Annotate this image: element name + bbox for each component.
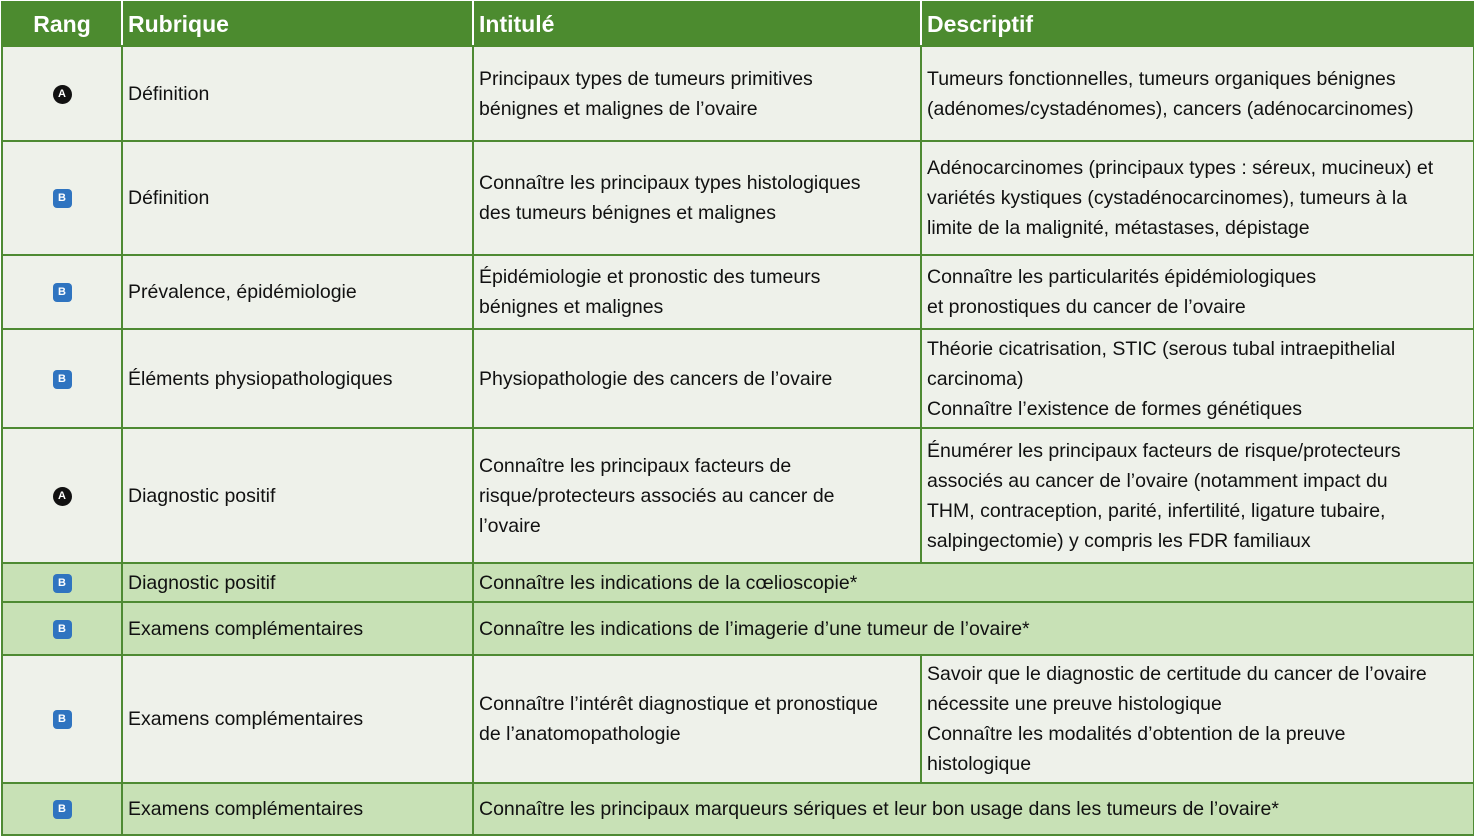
rang-b-badge: B <box>53 189 72 208</box>
objectives-table <box>1 1 1474 836</box>
rubrique-cell: Diagnostic positif <box>122 563 473 602</box>
rubrique-cell: Définition <box>122 46 473 141</box>
rubrique-cell: Prévalence, épidémiologie <box>122 255 473 329</box>
rubrique-cell: Examens complémentaires <box>122 655 473 783</box>
intitule-span-cell: Connaître les indications de l’imagerie d’une tumeur de l’ovaire* <box>473 602 1474 655</box>
intitule-cell: Épidémiologie et pronostic des tumeurs bénignes et malignes <box>473 255 921 329</box>
intitule-cell: Connaître les principaux facteurs de risque/protecteurs associés au cancer de l’ovaire <box>473 428 921 563</box>
descriptif-cell: Adénocarcinomes (principaux types : séreux, mucineux) et variétés kystiques (cystadénocarcinomes), tumeurs à la limite de la malignité, métastases, dépistage <box>921 141 1474 255</box>
table-row <box>2 563 1474 602</box>
rang-b-badge: B <box>53 283 72 302</box>
descriptif-cell: Théorie cicatrisation, STIC (serous tubal intraepithelial carcinoma) Connaître l’existence de formes génétiques <box>921 329 1474 428</box>
rang-b-badge: B <box>53 370 72 389</box>
intitule-span-cell: Connaître les indications de la cœlioscopie* <box>473 563 1474 602</box>
header-intitule: Intitulé <box>473 2 921 46</box>
descriptif-cell: Tumeurs fonctionnelles, tumeurs organiques bénignes (adénomes/cystadénomes), cancers (adénocarcinomes) <box>921 46 1474 141</box>
table-row <box>2 655 1474 783</box>
rang-cell <box>2 783 122 835</box>
table-row <box>2 428 1474 563</box>
rang-b-badge: B <box>53 574 72 593</box>
rang-cell <box>2 602 122 655</box>
intitule-cell: Physiopathologie des cancers de l’ovaire <box>473 329 921 428</box>
table-row <box>2 141 1474 255</box>
header-rubrique: Rubrique <box>122 2 473 46</box>
table-row <box>2 783 1474 835</box>
rang-cell <box>2 255 122 329</box>
header-rang: Rang <box>2 2 122 46</box>
rubrique-cell: Examens complémentaires <box>122 783 473 835</box>
header-row <box>2 2 1474 46</box>
table-row <box>2 46 1474 141</box>
rang-cell <box>2 428 122 563</box>
rubrique-cell: Diagnostic positif <box>122 428 473 563</box>
rubrique-cell: Examens complémentaires <box>122 602 473 655</box>
descriptif-cell: Connaître les particularités épidémiologiques et pronostiques du cancer de l’ovaire <box>921 255 1474 329</box>
rubrique-cell: Définition <box>122 141 473 255</box>
rang-cell <box>2 141 122 255</box>
rubrique-cell: Éléments physiopathologiques <box>122 329 473 428</box>
rang-cell <box>2 563 122 602</box>
rang-a-badge: A <box>53 85 72 104</box>
intitule-cell: Principaux types de tumeurs primitives bénignes et malignes de l’ovaire <box>473 46 921 141</box>
rang-a-badge: A <box>53 487 72 506</box>
intitule-span-cell: Connaître les principaux marqueurs sériques et leur bon usage dans les tumeurs de l’ovaire* <box>473 783 1474 835</box>
rang-cell <box>2 329 122 428</box>
rang-b-badge: B <box>53 620 72 639</box>
intitule-cell: Connaître les principaux types histologiques des tumeurs bénignes et malignes <box>473 141 921 255</box>
intitule-cell: Connaître l’intérêt diagnostique et pronostique de l’anatomopathologie <box>473 655 921 783</box>
table-row <box>2 255 1474 329</box>
descriptif-cell: Savoir que le diagnostic de certitude du cancer de l’ovaire nécessite une preuve histologique Connaître les modalités d’obtention de la preuve histologique <box>921 655 1474 783</box>
table-row <box>2 329 1474 428</box>
table-row <box>2 602 1474 655</box>
rang-b-badge: B <box>53 800 72 819</box>
rang-b-badge: B <box>53 710 72 729</box>
rang-cell <box>2 46 122 141</box>
header-descriptif: Descriptif <box>921 2 1474 46</box>
rang-cell <box>2 655 122 783</box>
descriptif-cell: Énumérer les principaux facteurs de risque/protecteurs associés au cancer de l’ovaire (notamment impact du THM, contraception, parité, infertilité, ligature tubaire, salpingectomie) y compris les FDR familiaux <box>921 428 1474 563</box>
